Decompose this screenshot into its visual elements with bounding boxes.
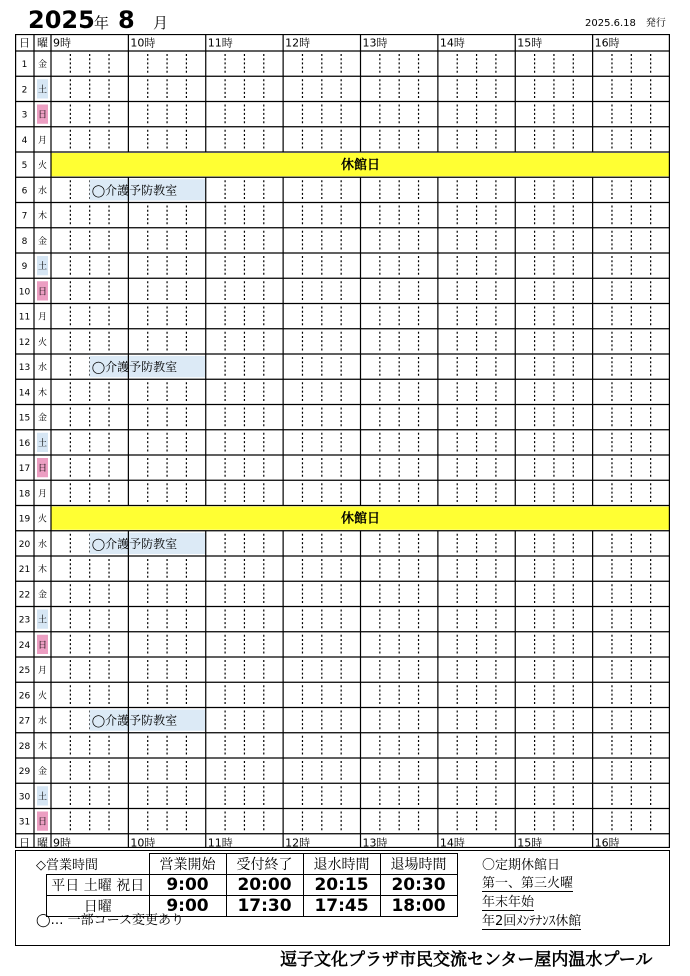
hours-value: 18:00: [380, 896, 457, 917]
weekday-label: 土: [37, 85, 48, 96]
day-number: 20: [18, 539, 31, 550]
day-number: 7: [21, 211, 28, 222]
weekday-label: 金: [37, 590, 48, 601]
column-header-day: 日: [19, 36, 30, 50]
hours-row-label: 平日 土曜 祝日: [47, 875, 150, 896]
day-number: 17: [18, 464, 31, 475]
day-number: 3: [21, 110, 28, 121]
column-header-weekday: 曜: [37, 36, 48, 50]
day-number: 5: [21, 161, 28, 172]
hours-header: 退水時間: [303, 854, 380, 875]
hours-header: 退場時間: [380, 854, 457, 875]
day-number: 13: [18, 363, 31, 374]
hour-label-header: 9時: [53, 36, 71, 50]
day-number: 24: [18, 640, 31, 651]
hour-label-footer: 11時: [207, 836, 233, 848]
weekday-label: 金: [37, 767, 48, 778]
day-number: 22: [18, 590, 31, 601]
issued-date: 2025.6.18 発行: [585, 18, 666, 29]
day-number: 16: [18, 438, 31, 449]
day-number: 25: [18, 666, 31, 677]
weekday-label: 土: [37, 438, 48, 449]
weekday-label: 土: [37, 615, 48, 626]
closed-day-label: 休館日: [340, 511, 381, 527]
day-number: 18: [18, 489, 31, 500]
day-number: 21: [18, 565, 31, 576]
day-number: 23: [18, 615, 31, 626]
weekday-label: 木: [37, 565, 48, 576]
month-suffix: 月: [153, 14, 169, 32]
schedule-grid: [15, 34, 670, 848]
hours-value: 20:30: [380, 875, 457, 896]
hours-row-label: 日曜: [47, 896, 150, 917]
hour-label-header: 13時: [362, 36, 388, 50]
weekday-label: 月: [37, 489, 48, 500]
hours-value: 17:30: [226, 896, 303, 917]
weekday-label: 日: [37, 464, 48, 475]
day-number: 31: [18, 817, 31, 828]
day-number: 14: [18, 388, 31, 399]
weekday-label: 木: [37, 211, 48, 222]
hours-value: 20:00: [226, 875, 303, 896]
day-number: 28: [18, 741, 31, 752]
weekday-label: 日: [37, 110, 48, 121]
day-number: 9: [21, 262, 28, 273]
day-number: 15: [18, 413, 31, 424]
weekday-label: 水: [37, 716, 48, 727]
weekday-label: 木: [37, 388, 48, 399]
weekday-label: 日: [37, 287, 48, 298]
hours-table: [46, 853, 458, 917]
weekday-label: 金: [37, 236, 48, 247]
hours-header: 営業開始: [149, 854, 226, 875]
hour-label-footer: 10時: [130, 836, 156, 848]
closure-item: 年2回ﾒﾝﾃﾅﾝｽ休館: [482, 910, 581, 930]
day-number: 11: [18, 312, 31, 323]
day-number: 19: [18, 514, 31, 525]
weekday-label: 日: [37, 640, 48, 651]
day-number: 10: [18, 287, 31, 298]
weekday-label: 土: [37, 262, 48, 273]
weekday-label: 木: [37, 741, 48, 752]
weekday-label: 火: [37, 161, 48, 172]
facility-name: 逗子文化プラザ市民交流センター屋内温水プール: [280, 950, 653, 970]
hours-value: 9:00: [149, 875, 226, 896]
weekday-label: 水: [37, 186, 48, 197]
weekday-label: 金: [37, 413, 48, 424]
weekday-label: 月: [37, 135, 48, 146]
closures-title: 〇定期休館日: [482, 858, 561, 873]
event-label: ◯介護予防教室: [91, 183, 178, 198]
day-number: 4: [21, 135, 28, 146]
hour-label-footer: 16時: [594, 836, 620, 848]
weekday-label: 火: [37, 337, 48, 348]
hours-corner: [47, 854, 150, 875]
weekday-label: 火: [37, 691, 48, 702]
day-number: 27: [18, 716, 31, 727]
hour-label-footer: 14時: [439, 836, 465, 848]
closure-item: 年末年始: [482, 891, 534, 911]
weekday-label: 水: [37, 539, 48, 550]
day-number: 2: [21, 85, 28, 96]
hours-title: ◇営業時間: [36, 858, 98, 873]
info-box: [15, 850, 670, 946]
day-number: 6: [21, 186, 28, 197]
hours-header: 受付終了: [226, 854, 303, 875]
hours-value: 9:00: [149, 896, 226, 917]
column-footer-day: 日: [19, 836, 30, 848]
weekday-label: 火: [37, 514, 48, 525]
weekday-label: 土: [37, 792, 48, 803]
day-number: 30: [18, 792, 31, 803]
weekday-label: 日: [37, 817, 48, 828]
day-number: 12: [18, 337, 31, 348]
year-suffix: 年: [94, 14, 110, 32]
column-footer-weekday: 曜: [37, 836, 48, 848]
day-number: 1: [21, 60, 28, 71]
hour-label-header: 14時: [439, 36, 465, 50]
event-label: ◯介護予防教室: [91, 536, 178, 551]
hour-label-header: 15時: [517, 36, 543, 50]
hour-label-footer: 13時: [362, 836, 388, 848]
event-label: ◯介護予防教室: [91, 360, 178, 375]
hour-label-footer: 12時: [285, 836, 311, 848]
closure-item: 第一、第三火曜: [482, 872, 573, 892]
hour-label-header: 12時: [285, 36, 311, 50]
weekday-label: 金: [37, 60, 48, 71]
weekday-label: 水: [37, 363, 48, 374]
day-number: 8: [21, 236, 28, 247]
hours-value: 17:45: [303, 896, 380, 917]
event-label: ◯介護予防教室: [91, 713, 178, 728]
hour-label-footer: 9時: [53, 836, 71, 848]
year: 2025: [28, 6, 95, 34]
hour-label-header: 16時: [594, 36, 620, 50]
day-number: 26: [18, 691, 31, 702]
month: 8: [118, 6, 135, 34]
hour-label-footer: 15時: [517, 836, 543, 848]
closed-day-label: 休館日: [340, 158, 381, 174]
hour-label-header: 10時: [130, 36, 156, 50]
weekday-label: 月: [37, 312, 48, 323]
course-note: ◯… 一部コース変更あり: [36, 913, 185, 928]
hours-value: 20:15: [303, 875, 380, 896]
hour-label-header: 11時: [207, 36, 233, 50]
day-number: 29: [18, 767, 31, 778]
weekday-label: 月: [37, 666, 48, 677]
